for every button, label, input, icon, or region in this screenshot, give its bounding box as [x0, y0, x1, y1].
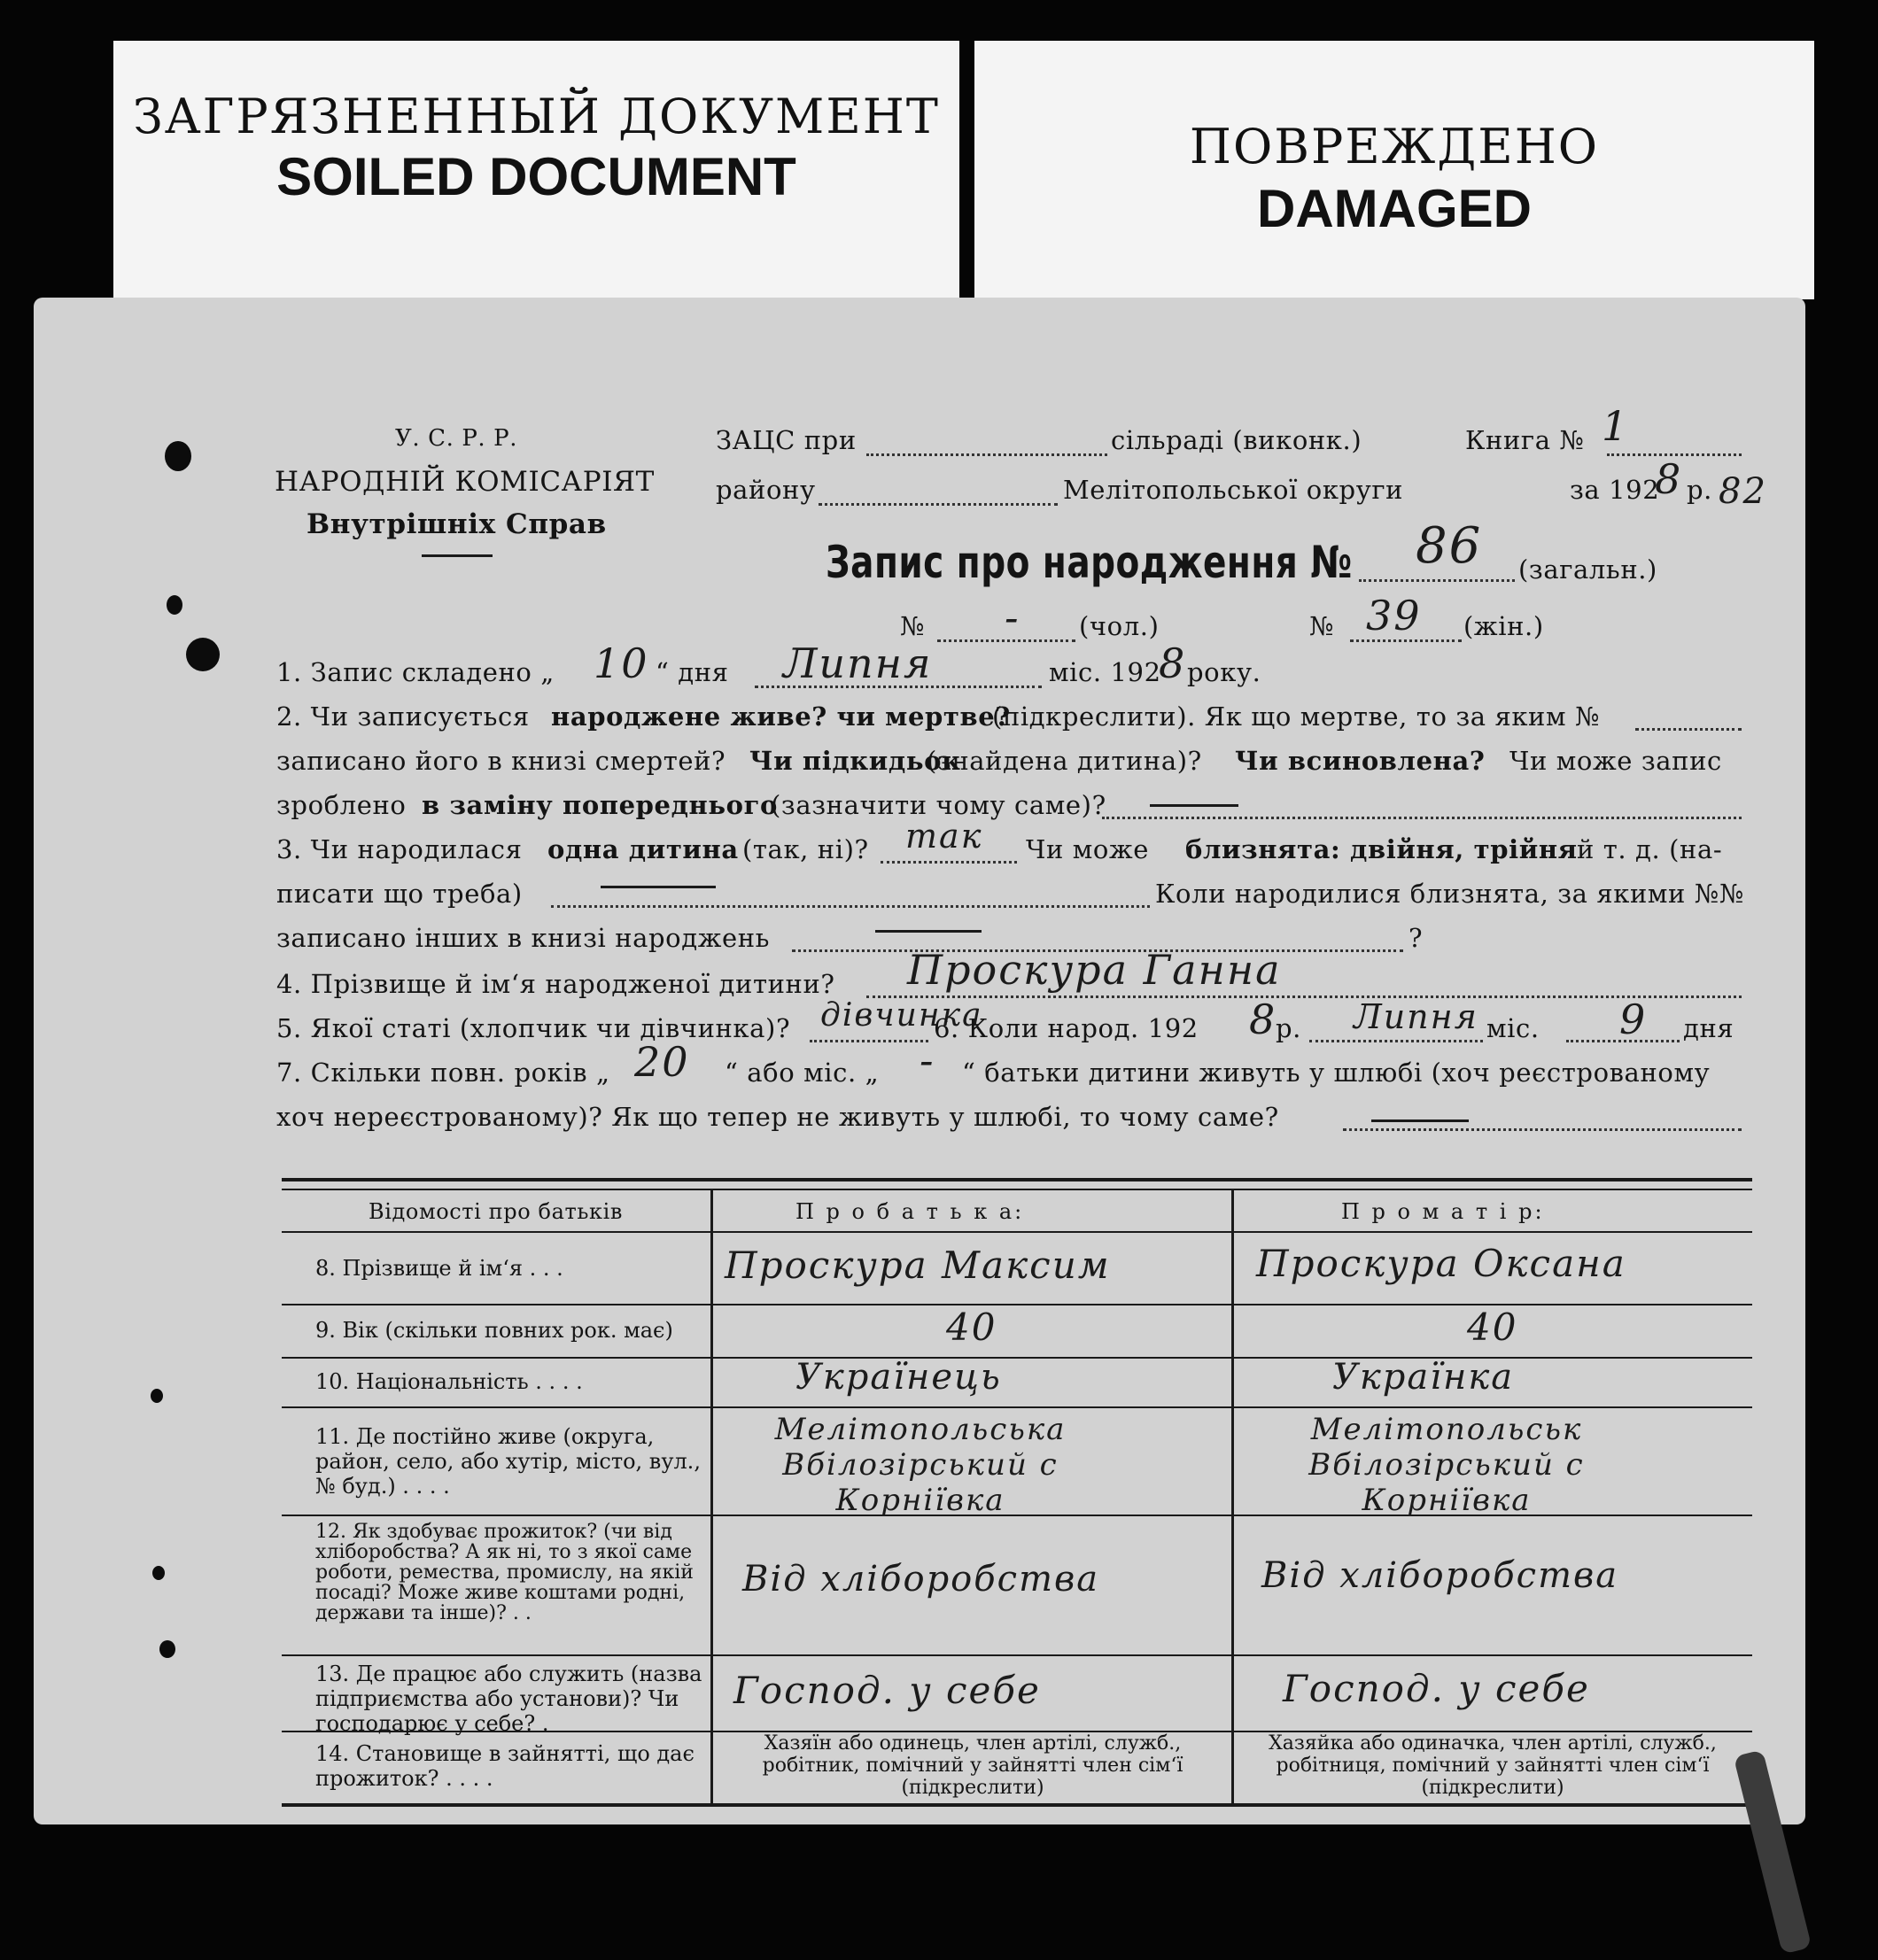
item2-alive: народжене живе? чи мертве? [551, 701, 1011, 732]
year-r: р. [1687, 475, 1712, 505]
item1-year-label: міс. 192 [1049, 657, 1161, 687]
year-label: за 192 [1570, 475, 1660, 505]
zhin-no: № [1309, 611, 1335, 641]
silradi-label: сільраді (виконк.) [1111, 425, 1362, 455]
zags-label: ЗАЦС при [716, 425, 857, 455]
fill-line [819, 503, 1058, 506]
col-rule [710, 1190, 713, 1803]
item3-write: писати що треба) [276, 879, 523, 909]
zagaln-label: (загальн.) [1518, 554, 1657, 585]
row-label: 8. Прізвище й ім‘я . . . [315, 1256, 563, 1281]
item2-text: (підкреслити). Як що мертве, то за яким № [992, 701, 1601, 732]
item1-day: 10 [594, 639, 649, 687]
row-rule [282, 1406, 1752, 1408]
punch-hole [159, 1640, 175, 1658]
item7-text2: хоч нереєстрованому)? Як що тепер не живуть у шлюбі, то чому саме? [276, 1102, 1279, 1132]
punch-hole [152, 1566, 165, 1580]
item2-replacement: в заміну попереднього [422, 790, 778, 820]
table-header-father: П р о б а т ь к а: [795, 1199, 1025, 1224]
birth-day-label: дня [1683, 1013, 1734, 1043]
item4-label: 4. Прізвище й ім‘я народженої дитини? [276, 969, 835, 999]
row-label: 12. Як здобуває прожиток? (чи від хліборобства? А як ні, то з якої саме роботи, ремества, промислу, на якій посаді? Може живе коштами родні, держави та інше)? . . [315, 1521, 694, 1624]
row-rule [282, 1357, 1752, 1359]
item2-text5: (зазначити чому саме)? [771, 790, 1106, 820]
item3-others: записано інших в книзі народжень [276, 923, 771, 953]
mother-residence: Мелітопольськ Вбілозірський с Корніївка [1308, 1412, 1585, 1518]
mother-name: Проскура Оксана [1256, 1242, 1626, 1285]
dash-mark [601, 886, 716, 888]
chol-no: № [900, 611, 926, 641]
divider [422, 554, 493, 557]
commissariat-label: НАРОДНІЙ КОМІСАРІЯТ [275, 466, 655, 498]
item2-foundling: Чи підкидьок [749, 746, 961, 776]
marriage-years: 20 [634, 1038, 690, 1086]
rayonu-label: району [716, 475, 816, 505]
item1-year: 8 [1159, 639, 1187, 687]
margin-note: 82 [1719, 471, 1767, 512]
record-number: 86 [1416, 517, 1483, 575]
father-age: 40 [946, 1305, 997, 1349]
damaged-banner [974, 41, 1814, 299]
soiled-label-ru: ЗАГРЯЗНЕННЫЙ ДОКУМЕНТ [133, 89, 940, 144]
item3-yesno: (так, ні)? [742, 834, 869, 864]
father-nationality: Українець [795, 1357, 1002, 1398]
fill-line [1566, 1040, 1680, 1042]
item3-twins-when: Коли народилися близнята, за якими №№ [1155, 879, 1744, 909]
dash-mark [875, 930, 982, 933]
fill-line [1635, 728, 1742, 731]
item3-etc: й т. д. (на- [1577, 834, 1723, 864]
dash-mark [1150, 804, 1238, 807]
chol-label: (чол.) [1079, 611, 1160, 641]
mother-livelihood: Від хліборобства [1261, 1555, 1619, 1596]
child-sex: дівчинка [820, 997, 983, 1034]
item7-text: “ батьки дитини живуть у шлюбі (хоч реєстрованому [962, 1057, 1711, 1088]
okrugy-label: Мелітопольської округи [1063, 475, 1404, 505]
birth-month: Липня [1354, 997, 1478, 1036]
father-name: Проскура Максим [725, 1243, 1111, 1287]
table-bottom-rule [282, 1803, 1752, 1807]
zhin-number: 39 [1366, 592, 1422, 639]
fill-line [755, 686, 1042, 688]
fill-line [866, 995, 1742, 998]
punch-hole [186, 638, 220, 671]
item2-text3: Чи може запис [1509, 746, 1722, 776]
item6-label: 6. Коли народ. 192 [934, 1013, 1199, 1043]
damaged-label-ru: ПОВРЕЖДЕНО [1189, 119, 1600, 174]
fill-line [1350, 639, 1462, 642]
punch-hole [165, 441, 191, 471]
fill-line [1102, 817, 1742, 819]
punch-hole [151, 1389, 163, 1403]
damaged-label-en: DAMAGED [1257, 179, 1532, 238]
item1-day-suffix: “ дня [656, 657, 729, 687]
row-label: 9. Вік (скільки повних рок. має) [315, 1318, 673, 1343]
fill-line [810, 1040, 928, 1042]
dash-mark [1371, 1119, 1469, 1122]
birth-month-label: міс. [1486, 1013, 1540, 1043]
birth-day: 9 [1619, 995, 1648, 1043]
row-rule [282, 1304, 1752, 1305]
fill-line [1309, 1040, 1483, 1042]
year-digit: 8 [1655, 455, 1683, 503]
zhin-label: (жін.) [1463, 611, 1544, 641]
father-livelihood: Від хліборобства [742, 1559, 1100, 1600]
item3-twins: близнята: двійня, трійня [1185, 834, 1578, 864]
fill-line [1359, 579, 1515, 582]
punch-hole [167, 595, 182, 615]
fill-line [551, 905, 1150, 908]
item2-found-child: (знайдена дитина)? [927, 746, 1202, 776]
item2-text2: записано його в книзі смертей? [276, 746, 726, 776]
soiled-label-en: SOILED DOCUMENT [276, 147, 796, 206]
father-residence: Мелітопольська Вбілозірський с Корніївка [774, 1412, 1067, 1518]
record-title: Запис про народження № [826, 537, 1353, 588]
chol-number: - [1005, 593, 1020, 641]
row-label: 10. Національність . . . . [315, 1369, 583, 1394]
item7-label: 7. Скільки повн. років „ [276, 1057, 610, 1088]
kniga-label: Книга № [1465, 425, 1585, 455]
row-label: 11. Де постійно живе (округа, район, село, або хутір, місто, вул., № буд.) . . . . [315, 1424, 701, 1499]
item2-label: 2. Чи записується [276, 701, 530, 732]
fill-line [881, 861, 1017, 864]
table-top-rule [282, 1189, 1752, 1190]
table-top-rule [282, 1178, 1752, 1181]
table-header-parents: Відомості про батьків [369, 1199, 624, 1224]
item2-text4: зроблено [276, 790, 407, 820]
item3-maybe: Чи може [1026, 834, 1150, 864]
marriage-months: - [920, 1036, 935, 1084]
mother-status-options: Хазяйка або одиначка, член артілі, служб., робітниця, помічний у зайнятті член сім‘ї (підкреслити) [1269, 1732, 1717, 1799]
dept-label: Внутрішніх Справ [307, 508, 607, 540]
row-rule [282, 1231, 1752, 1233]
item7-or: “ або міс. „ [725, 1057, 880, 1088]
item1-label: 1. Запис складено „ [276, 657, 555, 687]
fill-line [866, 453, 1107, 456]
birth-year-r: р. [1276, 1013, 1301, 1043]
item3-label: 3. Чи народилася [276, 834, 523, 864]
mother-nationality: Українка [1332, 1357, 1515, 1398]
item3-q: ? [1408, 923, 1424, 953]
row-label: 13. Де працює або служить (назва підприємства або установи)? Чи господарює у себе? . [315, 1662, 702, 1736]
fill-line [937, 639, 1075, 642]
fill-line [1343, 1128, 1742, 1131]
row-label: 14. Становище в зайнятті, що дає прожиток? . . . . [315, 1741, 695, 1791]
kniga-number: 1 [1602, 402, 1630, 450]
child-name: Проскура Ганна [907, 946, 1282, 994]
item3-answer: так [905, 817, 983, 856]
father-status-options: Хазяїн або одинець, член артілі, служб., робітник, помічний у зайнятті член сім‘ї (підкреслити) [762, 1732, 1183, 1799]
mother-workplace: Господ. у себе [1283, 1667, 1590, 1710]
father-workplace: Господ. у себе [733, 1669, 1041, 1712]
item2-adopted: Чи всиновлена? [1235, 746, 1486, 776]
table-header-mother: П р о м а т і р: [1341, 1199, 1545, 1224]
row-rule [282, 1654, 1752, 1656]
item5-label: 5. Якої статі (хлопчик чи дівчинка)? [276, 1013, 791, 1043]
ussr-label: У. С. Р. Р. [395, 425, 518, 452]
birth-record-form [34, 298, 1805, 1824]
mother-age: 40 [1467, 1305, 1518, 1349]
item3-single: одна дитина [547, 834, 739, 864]
birth-year-digit: 8 [1249, 995, 1277, 1043]
col-rule [1231, 1190, 1234, 1803]
item1-month: Липня [783, 639, 933, 687]
soiled-document-banner [113, 41, 959, 299]
damage-stain [1734, 1749, 1812, 1954]
item1-year-suffix: року. [1187, 657, 1261, 687]
